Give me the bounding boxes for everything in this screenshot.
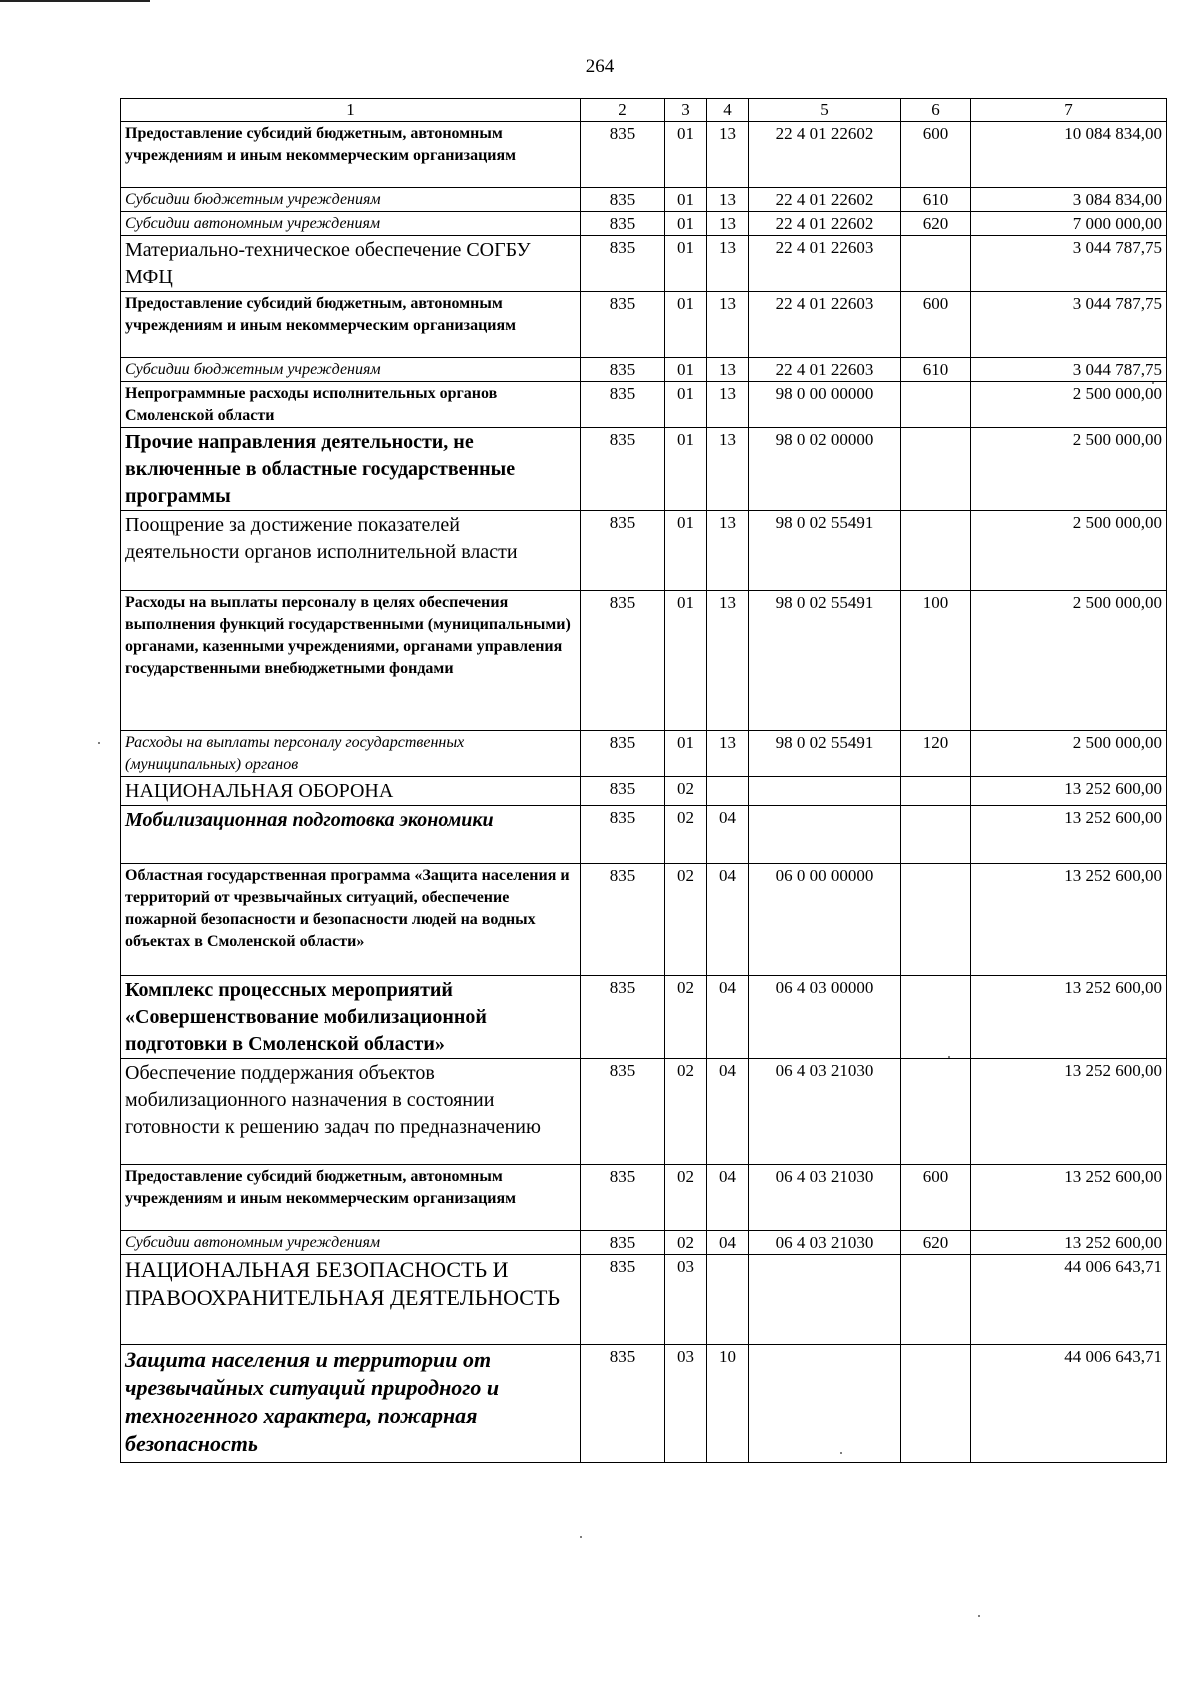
- cell-amount: 3 044 787,75: [971, 358, 1167, 382]
- table-row: [121, 1345, 1167, 1463]
- cell-expense-type: [901, 236, 971, 292]
- cell-subsection: 04: [707, 864, 749, 976]
- scan-speck: [948, 1056, 950, 1058]
- cell-amount: 7 000 000,00: [971, 212, 1167, 236]
- cell-ministry-code: 835: [581, 428, 665, 511]
- cell-amount: 13 252 600,00: [971, 806, 1167, 864]
- table-row: [121, 511, 1167, 591]
- cell-expense-type: [901, 428, 971, 511]
- table-row: [121, 428, 1167, 511]
- column-header: 3: [665, 99, 707, 122]
- cell-section: 01: [665, 591, 707, 731]
- cell-subsection: 13: [707, 731, 749, 777]
- cell-subsection: 13: [707, 188, 749, 212]
- table-row: [121, 806, 1167, 864]
- cell-target-article: [749, 1255, 901, 1345]
- cell-section: 02: [665, 1231, 707, 1255]
- row-name: Обеспечение поддержания объектов мобилизационного назначения в состоянии готовности к решению задач по предназначению: [121, 1059, 581, 1165]
- cell-target-article: 22 4 01 22602: [749, 188, 901, 212]
- cell-expense-type: 100: [901, 591, 971, 731]
- cell-ministry-code: 835: [581, 806, 665, 864]
- cell-section: 02: [665, 777, 707, 806]
- cell-ministry-code: 835: [581, 731, 665, 777]
- cell-target-article: 06 4 03 00000: [749, 976, 901, 1059]
- row-name: Расходы на выплаты персоналу государственных (муниципальных) органов: [121, 731, 581, 777]
- cell-target-article: 22 4 01 22602: [749, 122, 901, 188]
- cell-expense-type: [901, 864, 971, 976]
- cell-expense-type: [901, 777, 971, 806]
- cell-subsection: 13: [707, 358, 749, 382]
- cell-amount: 44 006 643,71: [971, 1345, 1167, 1463]
- cell-amount: 3 044 787,75: [971, 236, 1167, 292]
- column-header: 6: [901, 99, 971, 122]
- table-row: [121, 236, 1167, 292]
- row-name: Предоставление субсидий бюджетным, автономным учреждениям и иным некоммерческим организациям: [121, 122, 581, 188]
- cell-expense-type: [901, 1255, 971, 1345]
- cell-subsection: 04: [707, 1231, 749, 1255]
- cell-section: 01: [665, 428, 707, 511]
- budget-table: [120, 98, 1167, 1463]
- cell-expense-type: [901, 1345, 971, 1463]
- scan-speck: [580, 1536, 582, 1538]
- cell-ministry-code: 835: [581, 976, 665, 1059]
- cell-expense-type: 600: [901, 292, 971, 358]
- cell-ministry-code: 835: [581, 122, 665, 188]
- cell-amount: 2 500 000,00: [971, 382, 1167, 428]
- cell-subsection: 13: [707, 591, 749, 731]
- cell-target-article: [749, 1345, 901, 1463]
- cell-ministry-code: 835: [581, 1255, 665, 1345]
- table-row: [121, 976, 1167, 1059]
- table-row: [121, 382, 1167, 428]
- cell-expense-type: 610: [901, 358, 971, 382]
- cell-subsection: 13: [707, 428, 749, 511]
- table-row: [121, 1165, 1167, 1231]
- cell-target-article: 98 0 00 00000: [749, 382, 901, 428]
- cell-amount: 13 252 600,00: [971, 1165, 1167, 1231]
- table-row: [121, 122, 1167, 188]
- table-row: [121, 292, 1167, 358]
- row-name: Субсидии бюджетным учреждениям: [121, 188, 581, 212]
- cell-subsection: 13: [707, 292, 749, 358]
- column-header: 7: [971, 99, 1167, 122]
- cell-amount: 2 500 000,00: [971, 511, 1167, 591]
- cell-target-article: [749, 777, 901, 806]
- table-row: [121, 1255, 1167, 1345]
- cell-amount: 2 500 000,00: [971, 591, 1167, 731]
- row-name: Непрограммные расходы исполнительных органов Смоленской области: [121, 382, 581, 428]
- cell-subsection: [707, 777, 749, 806]
- row-name: Прочие направления деятельности, не включенные в областные государственные программы: [121, 428, 581, 511]
- cell-target-article: 22 4 01 22603: [749, 292, 901, 358]
- cell-amount: 3 084 834,00: [971, 188, 1167, 212]
- cell-subsection: 13: [707, 236, 749, 292]
- cell-subsection: 04: [707, 806, 749, 864]
- column-header: 5: [749, 99, 901, 122]
- cell-subsection: 04: [707, 1165, 749, 1231]
- cell-expense-type: 620: [901, 1231, 971, 1255]
- cell-section: 01: [665, 358, 707, 382]
- cell-section: 02: [665, 864, 707, 976]
- row-name: НАЦИОНАЛЬНАЯ ОБОРОНА: [121, 777, 581, 806]
- table-row: [121, 188, 1167, 212]
- cell-section: 01: [665, 236, 707, 292]
- cell-ministry-code: 835: [581, 212, 665, 236]
- cell-ministry-code: 835: [581, 511, 665, 591]
- cell-subsection: 13: [707, 122, 749, 188]
- cell-ministry-code: 835: [581, 1345, 665, 1463]
- cell-section: 01: [665, 188, 707, 212]
- cell-section: 02: [665, 806, 707, 864]
- cell-ministry-code: 835: [581, 188, 665, 212]
- cell-subsection: 13: [707, 511, 749, 591]
- cell-section: 01: [665, 382, 707, 428]
- row-name: Предоставление субсидий бюджетным, автономным учреждениям и иным некоммерческим организациям: [121, 292, 581, 358]
- cell-section: 01: [665, 731, 707, 777]
- cell-amount: 10 084 834,00: [971, 122, 1167, 188]
- column-header: 1: [121, 99, 581, 122]
- cell-amount: 13 252 600,00: [971, 864, 1167, 976]
- cell-section: 03: [665, 1255, 707, 1345]
- row-name: Субсидии бюджетным учреждениям: [121, 358, 581, 382]
- cell-expense-type: [901, 382, 971, 428]
- cell-expense-type: [901, 976, 971, 1059]
- scan-speck: [840, 1452, 842, 1454]
- cell-target-article: 22 4 01 22603: [749, 358, 901, 382]
- row-name: НАЦИОНАЛЬНАЯ БЕЗОПАСНОСТЬ И ПРАВООХРАНИТЕЛЬНАЯ ДЕЯТЕЛЬНОСТЬ: [121, 1255, 581, 1345]
- cell-ministry-code: 835: [581, 864, 665, 976]
- cell-section: 02: [665, 976, 707, 1059]
- cell-amount: 13 252 600,00: [971, 1231, 1167, 1255]
- column-header: 4: [707, 99, 749, 122]
- cell-expense-type: 120: [901, 731, 971, 777]
- cell-amount: 13 252 600,00: [971, 976, 1167, 1059]
- cell-subsection: 13: [707, 382, 749, 428]
- row-name: Комплекс процессных мероприятий «Совершенствование мобилизационной подготовки в Смоленской области»: [121, 976, 581, 1059]
- cell-target-article: 98 0 02 55491: [749, 731, 901, 777]
- cell-target-article: 98 0 02 55491: [749, 511, 901, 591]
- table-row: [121, 591, 1167, 731]
- cell-ministry-code: 835: [581, 1231, 665, 1255]
- cell-ministry-code: 835: [581, 1059, 665, 1165]
- cell-target-article: 98 0 02 00000: [749, 428, 901, 511]
- table-row: [121, 1059, 1167, 1165]
- row-name: Субсидии автономным учреждениям: [121, 1231, 581, 1255]
- cell-amount: 44 006 643,71: [971, 1255, 1167, 1345]
- cell-subsection: 13: [707, 212, 749, 236]
- scan-speck: [1152, 382, 1154, 384]
- cell-ministry-code: 835: [581, 358, 665, 382]
- cell-ministry-code: 835: [581, 236, 665, 292]
- cell-target-article: 06 4 03 21030: [749, 1231, 901, 1255]
- row-name: Защита населения и территории от чрезвычайных ситуаций природного и техногенного характера, пожарная безопасность: [121, 1345, 581, 1463]
- column-header: 2: [581, 99, 665, 122]
- cell-subsection: [707, 1255, 749, 1345]
- cell-section: 02: [665, 1059, 707, 1165]
- cell-target-article: 98 0 02 55491: [749, 591, 901, 731]
- scan-speck: [978, 1615, 980, 1617]
- cell-ministry-code: 835: [581, 1165, 665, 1231]
- cell-target-article: 22 4 01 22602: [749, 212, 901, 236]
- cell-subsection: 04: [707, 1059, 749, 1165]
- cell-subsection: 04: [707, 976, 749, 1059]
- table-row: [121, 731, 1167, 777]
- cell-target-article: 22 4 01 22603: [749, 236, 901, 292]
- cell-amount: 3 044 787,75: [971, 292, 1167, 358]
- cell-target-article: 06 0 00 00000: [749, 864, 901, 976]
- cell-expense-type: 600: [901, 1165, 971, 1231]
- row-name: Субсидии автономным учреждениям: [121, 212, 581, 236]
- table-row: [121, 777, 1167, 806]
- cell-expense-type: [901, 1059, 971, 1165]
- scan-edge-mark: [0, 0, 150, 2]
- cell-section: 01: [665, 122, 707, 188]
- table-row: [121, 212, 1167, 236]
- row-name: Областная государственная программа «Защита населения и территорий от чрезвычайных ситуаций, обеспечение пожарной безопасности и безопасности людей на водных объектах в Смоленской области»: [121, 864, 581, 976]
- scan-speck: [98, 742, 100, 744]
- cell-section: 01: [665, 511, 707, 591]
- cell-ministry-code: 835: [581, 777, 665, 806]
- cell-target-article: 06 4 03 21030: [749, 1165, 901, 1231]
- cell-subsection: 10: [707, 1345, 749, 1463]
- row-name: Материально-техническое обеспечение СОГБУ МФЦ: [121, 236, 581, 292]
- cell-amount: 13 252 600,00: [971, 777, 1167, 806]
- cell-amount: 13 252 600,00: [971, 1059, 1167, 1165]
- cell-section: 03: [665, 1345, 707, 1463]
- page-number: 264: [585, 56, 615, 77]
- cell-target-article: 06 4 03 21030: [749, 1059, 901, 1165]
- cell-section: 02: [665, 1165, 707, 1231]
- cell-ministry-code: 835: [581, 591, 665, 731]
- cell-expense-type: 610: [901, 188, 971, 212]
- cell-expense-type: 620: [901, 212, 971, 236]
- cell-target-article: [749, 806, 901, 864]
- table-header-row: [121, 99, 1167, 122]
- cell-amount: 2 500 000,00: [971, 731, 1167, 777]
- table-row: [121, 864, 1167, 976]
- cell-amount: 2 500 000,00: [971, 428, 1167, 511]
- cell-expense-type: [901, 806, 971, 864]
- table-row: [121, 1231, 1167, 1255]
- cell-ministry-code: 835: [581, 382, 665, 428]
- cell-expense-type: [901, 511, 971, 591]
- row-name: Мобилизационная подготовка экономики: [121, 806, 581, 864]
- table-row: [121, 358, 1167, 382]
- cell-ministry-code: 835: [581, 292, 665, 358]
- row-name: Расходы на выплаты персоналу в целях обеспечения выполнения функций государственными (муниципальными) органами, казенными учреждениями, органами управления государственными внебюджетными фондами: [121, 591, 581, 731]
- row-name: Поощрение за достижение показателей деятельности органов исполнительной власти: [121, 511, 581, 591]
- cell-section: 01: [665, 292, 707, 358]
- cell-expense-type: 600: [901, 122, 971, 188]
- cell-section: 01: [665, 212, 707, 236]
- row-name: Предоставление субсидий бюджетным, автономным учреждениям и иным некоммерческим организациям: [121, 1165, 581, 1231]
